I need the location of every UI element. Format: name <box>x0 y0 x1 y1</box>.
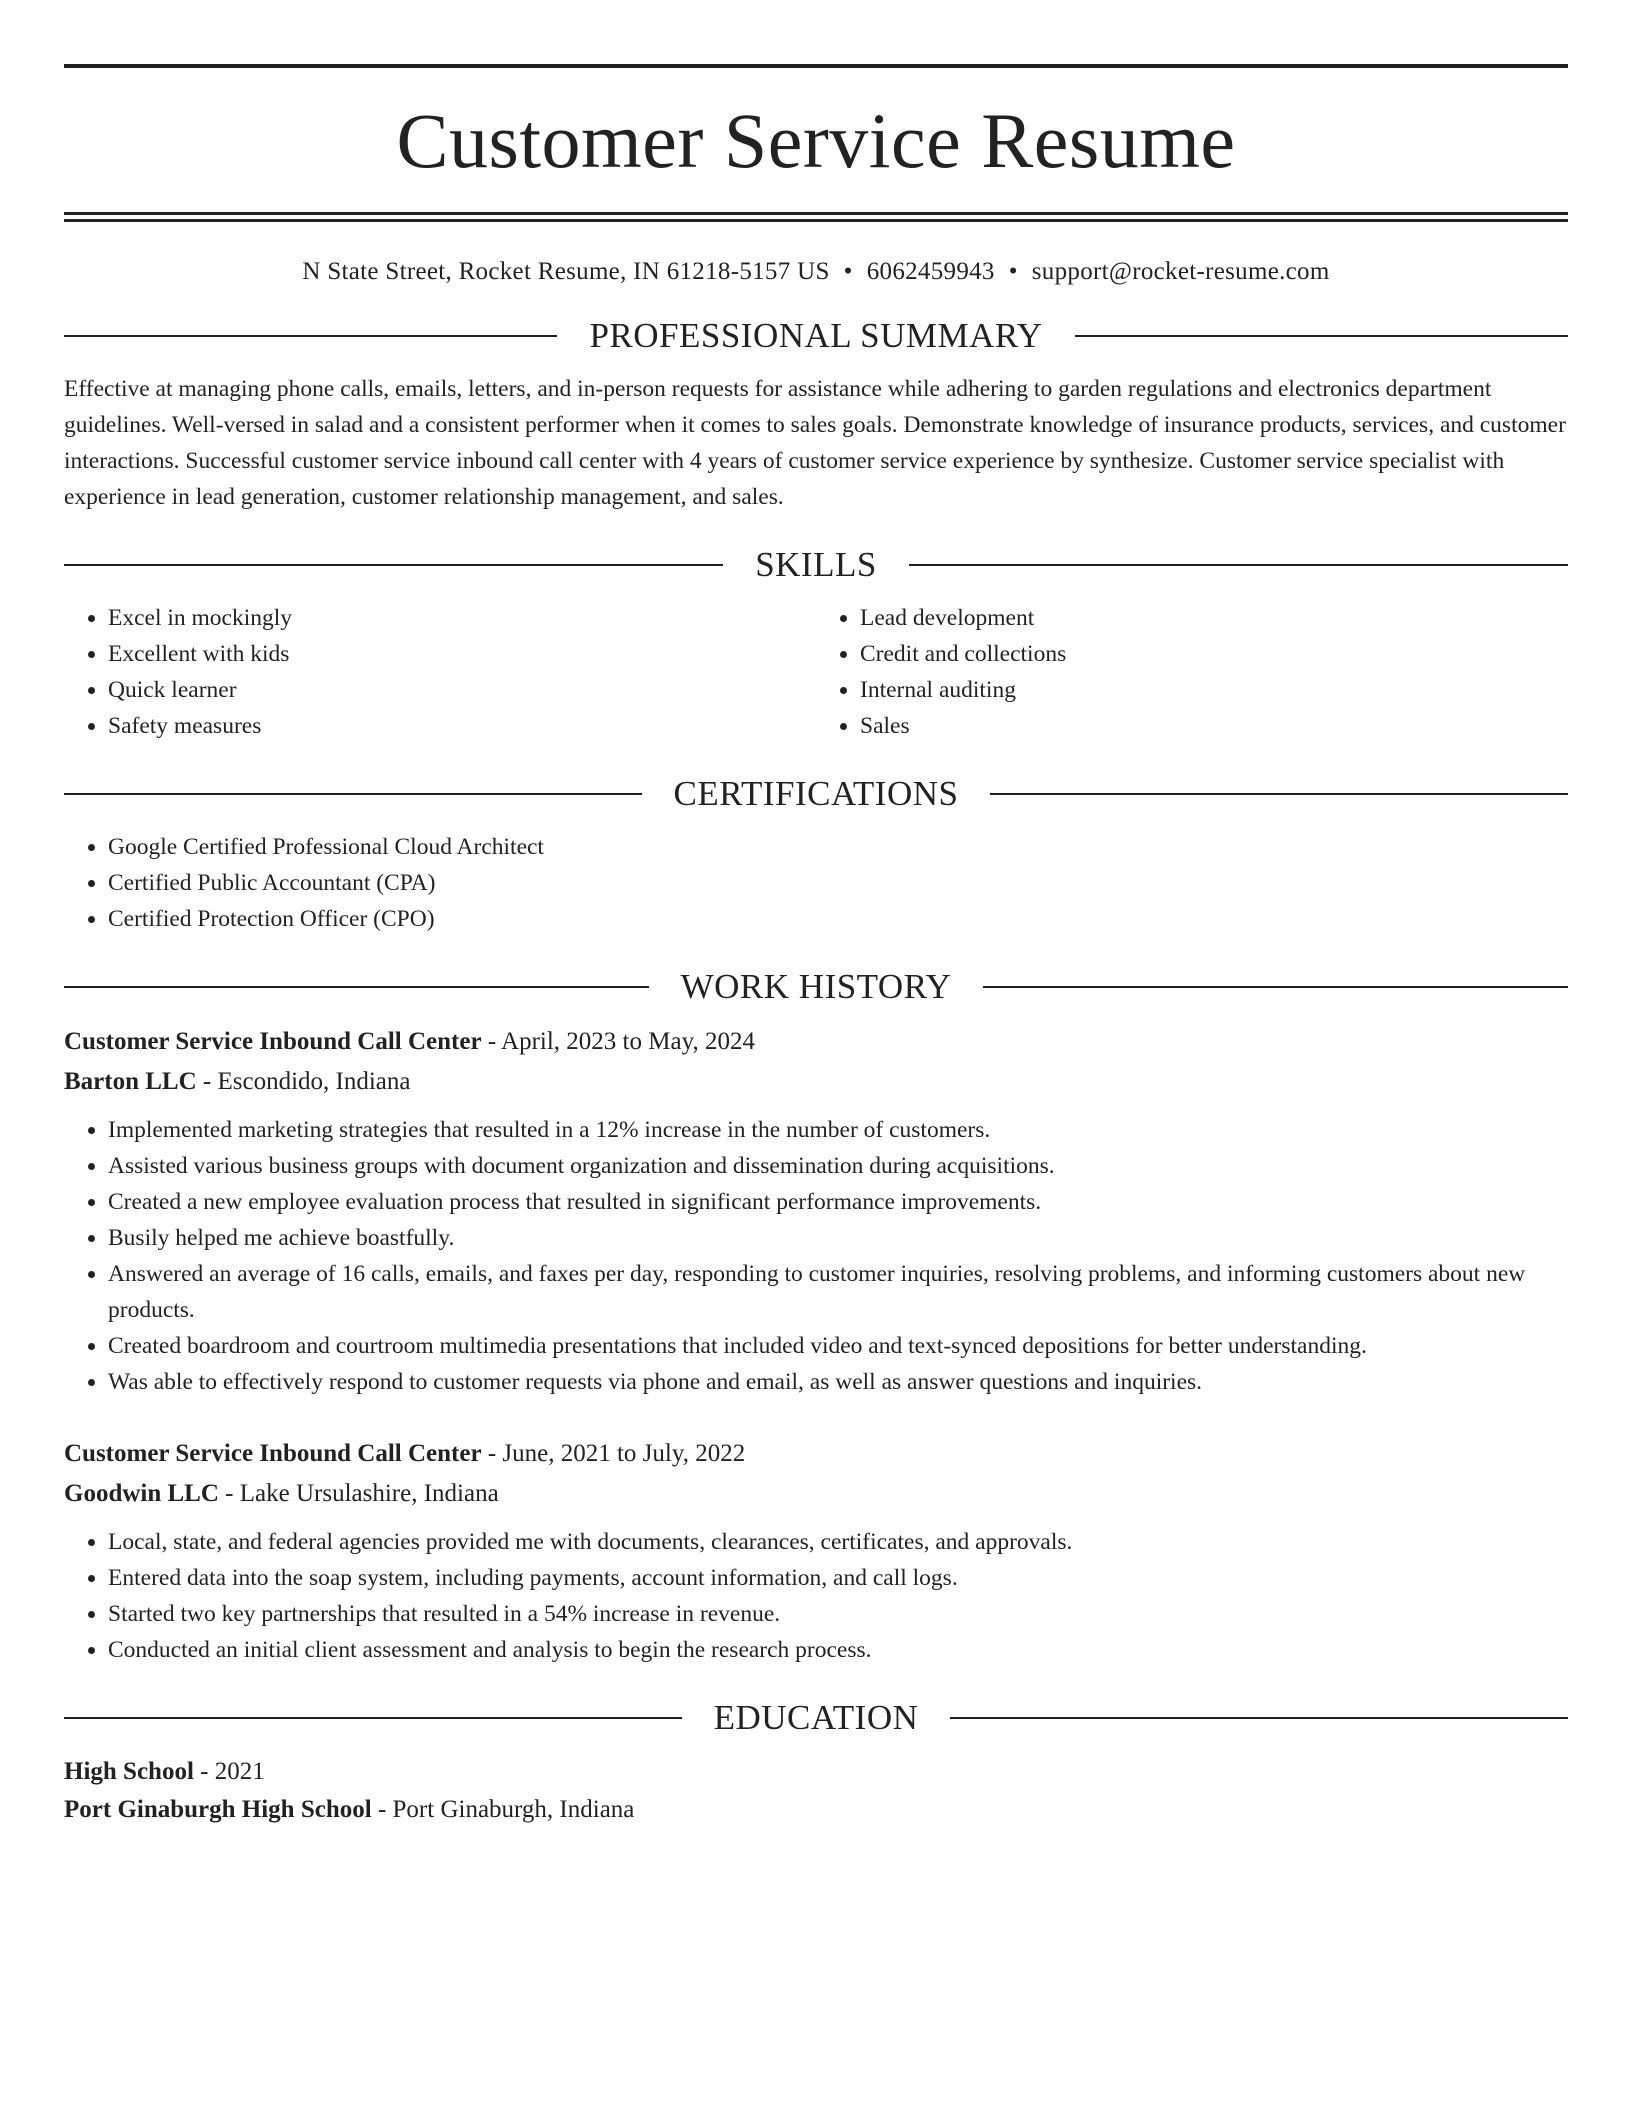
job-bullets <box>64 1112 1568 1400</box>
section-rule <box>909 564 1568 566</box>
job-company: Goodwin LLC <box>64 1480 219 1507</box>
contact-line <box>64 258 1568 286</box>
job-title-line <box>64 1434 1568 1474</box>
education-degree-line <box>64 1753 1568 1791</box>
section-title-work-history: WORK HISTORY <box>680 967 952 1006</box>
skills-list-right <box>816 600 1568 744</box>
section-header-work-history <box>64 969 1568 1004</box>
job-entry <box>64 1434 1568 1668</box>
job-company-line <box>64 1062 1568 1102</box>
contact-email: support@rocket-resume.com <box>1031 258 1330 285</box>
contact-address: N State Street, Rocket Resume, IN 61218-5157 US <box>302 258 830 285</box>
job-bullet: • Answered an average of 16 calls, emails, and faxes per day, responding to customer inquiries, resolving problems, and informing customers about new products. <box>108 1256 1568 1328</box>
job-company-line <box>64 1474 1568 1514</box>
job-bullet: • Implemented marketing strategies that resulted in a 12% increase in the number of customers. <box>108 1112 1568 1148</box>
job-company: Barton LLC <box>64 1068 197 1095</box>
skill-item: • Safety measures <box>108 708 816 744</box>
section-title-education: EDUCATION <box>713 1698 919 1737</box>
skills-grid <box>64 600 1568 744</box>
section-rule <box>64 986 649 988</box>
section-title-certifications: CERTIFICATIONS <box>673 774 959 813</box>
section-rule <box>64 335 557 337</box>
job-bullet: • Created a new employee evaluation process that resulted in significant performance improvements. <box>108 1184 1568 1220</box>
contact-phone: 6062459943 <box>866 258 995 285</box>
resume-title: Customer Service Resume <box>396 97 1236 184</box>
job-bullet: • Busily helped me achieve boastfully. <box>108 1220 1568 1256</box>
contact-separator: • <box>843 258 853 285</box>
section-title-summary: PROFESSIONAL SUMMARY <box>589 316 1043 355</box>
job-bullet: • Was able to effectively respond to customer requests via phone and email, as well as answer questions and inquiries. <box>108 1364 1568 1400</box>
section-rule <box>950 1717 1568 1719</box>
section-header-education <box>64 1700 1568 1735</box>
section-rule <box>64 564 723 566</box>
skill-item: • Excellent with kids <box>108 636 816 672</box>
skills-list-left <box>64 600 816 744</box>
job-title-line <box>64 1022 1568 1062</box>
education-year: - 2021 <box>193 1758 265 1785</box>
job-dates: - April, 2023 to May, 2024 <box>481 1028 755 1055</box>
job-bullet: • Created boardroom and courtroom multimedia presentations that included video and text-synced depositions for better understanding. <box>108 1328 1568 1364</box>
section-header-certifications <box>64 776 1568 811</box>
job-bullet: • Local, state, and federal agencies provided me with documents, clearances, certificates, and approvals. <box>108 1524 1568 1560</box>
certification-item: • Certified Protection Officer (CPO) <box>108 901 1568 937</box>
certifications-list <box>64 829 1568 937</box>
summary-text: Effective at managing phone calls, emails, letters, and in-person requests for assistance while adhering to garden regulations and electronics department guidelines. Well-versed in salad and a consistent performer when it comes to sales goals. Demonstrate knowledge of insurance products, services, and customer interactions. Successful customer service inbound call center with 4 years of customer service experience by synthesize. Customer service specialist with experience in lead generation, customer relationship management, and sales. <box>64 376 1566 510</box>
skill-item: • Lead development <box>860 600 1568 636</box>
certification-item: • Certified Public Accountant (CPA) <box>108 865 1568 901</box>
education-location: - Port Ginaburgh, Indiana <box>371 1796 635 1823</box>
job-bullets <box>64 1524 1568 1668</box>
skill-item: • Internal auditing <box>860 672 1568 708</box>
education-school-line <box>64 1791 1568 1829</box>
job-title: Customer Service Inbound Call Center <box>64 1440 482 1467</box>
skill-item: • Quick learner <box>108 672 816 708</box>
job-dates: - June, 2021 to July, 2022 <box>481 1440 746 1467</box>
top-rule <box>64 64 1568 68</box>
section-rule <box>983 986 1568 988</box>
job-bullet: • Entered data into the soap system, including payments, account information, and call logs. <box>108 1560 1568 1596</box>
section-header-skills <box>64 547 1568 582</box>
section-rule <box>64 1717 682 1719</box>
skill-item: • Credit and collections <box>860 636 1568 672</box>
contact-separator: • <box>1008 258 1018 285</box>
job-bullet: • Assisted various business groups with document organization and dissemination during acquisitions. <box>108 1148 1568 1184</box>
job-location: - Lake Ursulashire, Indiana <box>218 1480 499 1507</box>
skill-item: • Sales <box>860 708 1568 744</box>
section-rule <box>990 793 1568 795</box>
job-location: - Escondido, Indiana <box>196 1068 411 1095</box>
education-school: Port Ginaburgh High School <box>64 1796 372 1823</box>
job-entry <box>64 1022 1568 1400</box>
skill-item: • Excel in mockingly <box>108 600 816 636</box>
section-title-skills: SKILLS <box>755 545 877 584</box>
section-rule <box>1075 335 1568 337</box>
section-rule <box>64 793 642 795</box>
title-double-rule <box>64 212 1568 222</box>
education-degree: High School <box>64 1758 194 1785</box>
job-bullet: • Started two key partnerships that resulted in a 54% increase in revenue. <box>108 1596 1568 1632</box>
section-header-summary <box>64 318 1568 353</box>
certification-item: • Google Certified Professional Cloud Architect <box>108 829 1568 865</box>
job-title: Customer Service Inbound Call Center <box>64 1028 482 1055</box>
job-bullet: • Conducted an initial client assessment and analysis to begin the research process. <box>108 1632 1568 1668</box>
